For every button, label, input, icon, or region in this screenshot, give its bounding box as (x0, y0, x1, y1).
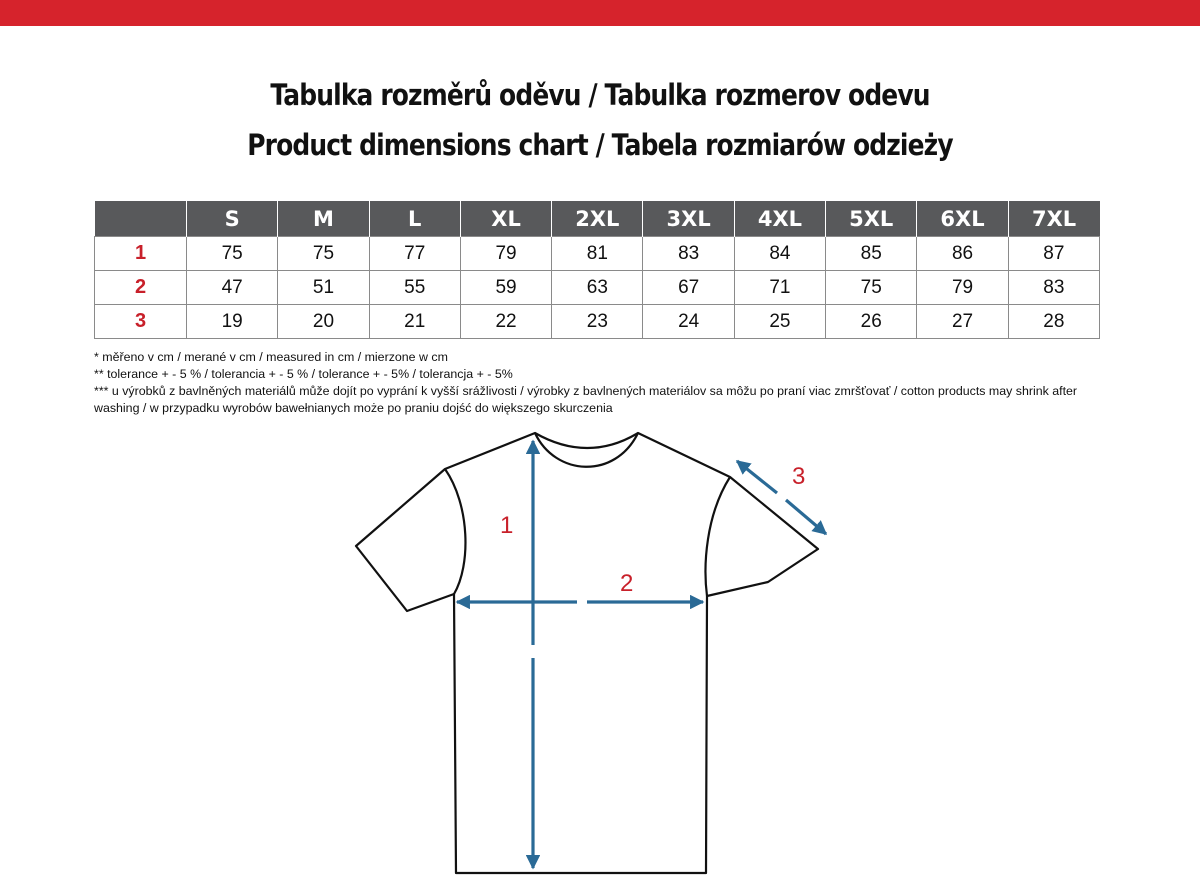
table-cell: 19 (187, 305, 278, 339)
page-title-line-1: Tabulka rozměrů oděvu / Tabulka rozmerov odevu (270, 78, 930, 112)
note-tolerance: ** tolerance + - 5 % / tolerancia + - 5 % / tolerance + - 5% / tolerancja + - 5% (94, 367, 513, 381)
table-cell: 75 (187, 237, 278, 271)
table-cell: 87 (1008, 237, 1099, 271)
table-cell: 59 (460, 271, 551, 305)
size-header-xl: XL (460, 201, 551, 237)
row-label: 2 (95, 271, 187, 305)
table-cell: 23 (552, 305, 643, 339)
table-cell: 51 (278, 271, 369, 305)
size-header-l: L (369, 201, 460, 237)
table-cell: 22 (460, 305, 551, 339)
table-cell: 79 (917, 271, 1008, 305)
table-cell: 63 (552, 271, 643, 305)
size-header-m: M (278, 201, 369, 237)
table-cell: 47 (187, 271, 278, 305)
table-cell: 67 (643, 271, 734, 305)
table-cell: 83 (643, 237, 734, 271)
dimension-label-1: 1 (500, 512, 514, 539)
table-cell: 28 (1008, 305, 1099, 339)
row-label: 3 (95, 305, 187, 339)
table-cell: 81 (552, 237, 643, 271)
row-label: 1 (95, 237, 187, 271)
tshirt-outline (356, 433, 818, 873)
table-cell: 25 (734, 305, 825, 339)
table-cell: 86 (917, 237, 1008, 271)
size-header-2xl: 2XL (552, 201, 643, 237)
size-header-s: S (187, 201, 278, 237)
size-header-7xl: 7XL (1008, 201, 1099, 237)
table-cell: 71 (734, 271, 825, 305)
table-cell: 26 (826, 305, 917, 339)
note-units: * měřeno v cm / merané v cm / measured in cm / mierzone w cm (94, 350, 448, 364)
page-title-line-2: Product dimensions chart / Tabela rozmiarów odzieży (247, 128, 953, 162)
size-header-4xl: 4XL (734, 201, 825, 237)
table-cell: 55 (369, 271, 460, 305)
table-cell: 77 (369, 237, 460, 271)
table-cell: 75 (826, 271, 917, 305)
dimension-label-2: 2 (620, 570, 634, 597)
table-cell: 27 (917, 305, 1008, 339)
size-header-5xl: 5XL (826, 201, 917, 237)
table-cell: 79 (460, 237, 551, 271)
table-cell: 20 (278, 305, 369, 339)
table-cell: 24 (643, 305, 734, 339)
table-cell: 75 (278, 237, 369, 271)
table-cell: 83 (1008, 271, 1099, 305)
table-cell: 84 (734, 237, 825, 271)
table-cell: 85 (826, 237, 917, 271)
note-shrinkage: *** u výrobků z bavlněných materiálů může dojít po vyprání k vyšší srážlivosti / výrobky z bavlnených materiálov sa môžu po praní viac zmršťovať / cotton products may shrink after washing / w przypadku wyrobów bawełnianych może po praniu dojść do większego skurczenia (94, 384, 1078, 415)
dimension-label-3: 3 (792, 463, 806, 490)
table-cell: 21 (369, 305, 460, 339)
size-header-6xl: 6XL (917, 201, 1008, 237)
measurement-arrows (457, 441, 826, 868)
size-header-3xl: 3XL (643, 201, 734, 237)
